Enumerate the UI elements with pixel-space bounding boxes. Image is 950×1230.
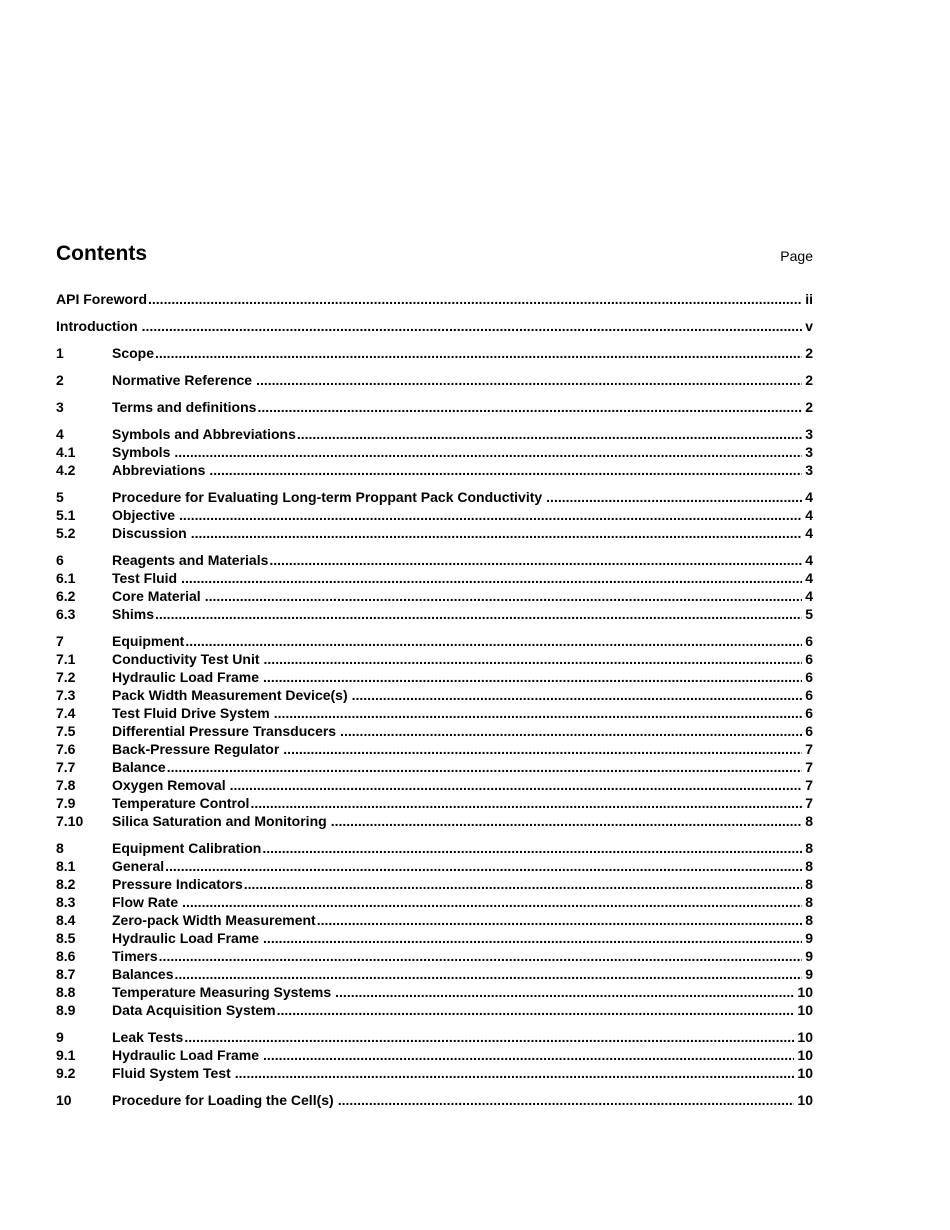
toc-number: 3 <box>56 399 64 415</box>
toc-entry[interactable] <box>56 794 813 812</box>
toc-title: Shims <box>112 606 155 622</box>
dot-leader <box>174 443 802 461</box>
toc-number: 8.2 <box>56 876 76 892</box>
toc-title: Objective <box>112 507 176 523</box>
toc-title: Introduction <box>56 318 138 334</box>
dot-leader <box>235 1064 795 1082</box>
toc-number: 6.3 <box>56 606 76 622</box>
toc-title: Scope <box>112 345 155 361</box>
toc-number: 6.2 <box>56 588 76 604</box>
toc-page: 10 <box>797 1029 813 1045</box>
toc-entry[interactable] <box>56 722 813 740</box>
toc-page: 10 <box>797 1047 813 1063</box>
toc-entry[interactable] <box>56 947 813 965</box>
toc-title: Procedure for Evaluating Long-term Proppant Pack Conductivity <box>112 489 543 505</box>
toc-title: Back-Pressure Regulator <box>112 741 280 757</box>
toc-number: 6 <box>56 552 64 568</box>
toc-page: 10 <box>797 1065 813 1081</box>
toc-entry[interactable] <box>56 1001 813 1019</box>
toc-title: Hydraulic Load Frame <box>112 669 260 685</box>
toc-page: 3 <box>805 444 813 460</box>
dot-leader <box>181 569 802 587</box>
dot-leader <box>148 290 802 308</box>
toc-entry[interactable] <box>56 929 813 947</box>
toc-entry[interactable] <box>56 317 813 335</box>
dot-leader <box>184 1028 794 1046</box>
toc-entry[interactable] <box>56 650 813 668</box>
toc-number: 7.8 <box>56 777 76 793</box>
dot-leader <box>155 605 802 623</box>
toc-page: 9 <box>805 966 813 982</box>
toc-page: 6 <box>805 651 813 667</box>
toc-entry[interactable] <box>56 812 813 830</box>
page-column-label: Page <box>780 248 813 264</box>
dot-leader <box>250 794 802 812</box>
toc-title: Timers <box>112 948 158 964</box>
dot-leader <box>179 506 802 524</box>
toc-number: 9.1 <box>56 1047 76 1063</box>
dot-leader <box>244 875 802 893</box>
toc-page: 8 <box>805 894 813 910</box>
toc-entry[interactable] <box>56 740 813 758</box>
dot-leader <box>165 857 802 875</box>
dot-leader <box>185 632 802 650</box>
toc-title: Fluid System Test <box>112 1065 231 1081</box>
toc-page: 9 <box>805 930 813 946</box>
toc-number: 9.2 <box>56 1065 76 1081</box>
dot-leader <box>277 1001 795 1019</box>
dot-leader <box>546 488 802 506</box>
toc-number: 7.10 <box>56 813 84 829</box>
dot-leader <box>340 722 802 740</box>
toc-number: 5.2 <box>56 525 76 541</box>
toc-entry[interactable] <box>56 371 813 389</box>
toc-number: 7.6 <box>56 741 76 757</box>
dot-leader <box>263 929 802 947</box>
dot-leader <box>335 983 794 1001</box>
toc-page: 10 <box>797 1092 813 1108</box>
toc-entry[interactable] <box>56 344 813 362</box>
toc-entry[interactable] <box>56 1091 813 1109</box>
toc-entry[interactable] <box>56 704 813 722</box>
toc-page: 4 <box>805 489 813 505</box>
toc-entry[interactable] <box>56 1064 813 1082</box>
toc-page: 7 <box>805 741 813 757</box>
dot-leader <box>338 1091 795 1109</box>
toc-number: 8.7 <box>56 966 76 982</box>
toc-number: 7 <box>56 633 64 649</box>
toc-number: 8.8 <box>56 984 76 1000</box>
toc-number: 8.5 <box>56 930 76 946</box>
toc-page: 2 <box>805 372 813 388</box>
dot-leader <box>263 1046 794 1064</box>
toc-page: 4 <box>805 525 813 541</box>
dot-leader <box>205 587 803 605</box>
toc-entry[interactable] <box>56 668 813 686</box>
toc-page: 6 <box>805 723 813 739</box>
toc-title: Hydraulic Load Frame <box>112 1047 260 1063</box>
toc-entry[interactable] <box>56 758 813 776</box>
toc-number: 2 <box>56 372 64 388</box>
toc-title: Temperature Measuring Systems <box>112 984 332 1000</box>
toc-number: 4.2 <box>56 462 76 478</box>
toc-number: 4 <box>56 426 64 442</box>
toc-entry[interactable] <box>56 776 813 794</box>
toc-title: Test Fluid Drive System <box>112 705 270 721</box>
toc-title: Abbreviations <box>112 462 206 478</box>
toc-page: 2 <box>805 399 813 415</box>
toc-page: 4 <box>805 570 813 586</box>
toc-entry[interactable] <box>56 524 813 542</box>
dot-leader <box>256 371 802 389</box>
toc-number: 7.3 <box>56 687 76 703</box>
toc-title: Oxygen Removal <box>112 777 226 793</box>
toc-title: Terms and definitions <box>112 399 257 415</box>
dot-leader <box>274 704 803 722</box>
toc-number: 8.9 <box>56 1002 76 1018</box>
dot-leader <box>174 965 802 983</box>
dot-leader <box>155 344 802 362</box>
toc-number: 7.1 <box>56 651 76 667</box>
toc-title: Symbols and Abbreviations <box>112 426 296 442</box>
toc-entry[interactable] <box>56 506 813 524</box>
toc-number: 7.2 <box>56 669 76 685</box>
toc-page: 4 <box>805 588 813 604</box>
toc-page: 10 <box>797 1002 813 1018</box>
toc-title: Zero-pack Width Measurement <box>112 912 316 928</box>
dot-leader <box>257 398 802 416</box>
page-title: Contents <box>56 242 147 265</box>
toc-page: 8 <box>805 858 813 874</box>
toc-title: Core Material <box>112 588 201 604</box>
toc-title: Flow Rate <box>112 894 179 910</box>
toc-entry[interactable] <box>56 1028 813 1046</box>
toc-title: Pressure Indicators <box>112 876 243 892</box>
toc-title: Test Fluid <box>112 570 178 586</box>
toc-entry[interactable] <box>56 398 813 416</box>
toc-page: 6 <box>805 687 813 703</box>
toc-entry[interactable] <box>56 569 813 587</box>
toc-title: Temperature Control <box>112 795 250 811</box>
toc-number: 5.1 <box>56 507 76 523</box>
toc-number: 5 <box>56 489 64 505</box>
toc-number: 10 <box>56 1092 72 1108</box>
toc-number: 1 <box>56 345 64 361</box>
dot-leader <box>352 686 803 704</box>
toc-page: 2 <box>805 345 813 361</box>
toc-title: Differential Pressure Transducers <box>112 723 337 739</box>
toc-title: Pack Width Measurement Device(s) <box>112 687 348 703</box>
toc-page: 3 <box>805 426 813 442</box>
dot-leader <box>159 947 803 965</box>
toc-page: 8 <box>805 813 813 829</box>
toc-title: Leak Tests <box>112 1029 184 1045</box>
toc-title: Equipment Calibration <box>112 840 262 856</box>
toc-page: 10 <box>797 984 813 1000</box>
dot-leader <box>191 524 803 542</box>
toc-title: Procedure for Loading the Cell(s) <box>112 1092 334 1108</box>
toc-number: 8.4 <box>56 912 76 928</box>
toc-page: 9 <box>805 948 813 964</box>
dot-leader <box>263 668 802 686</box>
dot-leader <box>230 776 803 794</box>
toc-title: Discussion <box>112 525 187 541</box>
toc-title: Silica Saturation and Monitoring <box>112 813 327 829</box>
toc-number: 6.1 <box>56 570 76 586</box>
dot-leader <box>331 812 803 830</box>
toc-title: Balance <box>112 759 166 775</box>
dot-leader <box>182 893 802 911</box>
toc-entry[interactable] <box>56 1046 813 1064</box>
toc-title: General <box>112 858 165 874</box>
toc-page: 6 <box>805 669 813 685</box>
toc-entry[interactable] <box>56 686 813 704</box>
toc-title: API Foreword <box>56 291 148 307</box>
toc-title: Balances <box>112 966 174 982</box>
toc-entry[interactable] <box>56 551 813 569</box>
toc-page: 8 <box>805 840 813 856</box>
dot-leader <box>264 650 803 668</box>
toc-title: Symbols <box>112 444 171 460</box>
toc-title: Reagents and Materials <box>112 552 269 568</box>
toc-number: 8.6 <box>56 948 76 964</box>
toc-title: Conductivity Test Unit <box>112 651 260 667</box>
toc-entry[interactable] <box>56 839 813 857</box>
toc-page: ii <box>805 291 813 307</box>
toc-entry[interactable] <box>56 461 813 479</box>
toc-page: v <box>805 318 813 334</box>
toc-entry[interactable] <box>56 983 813 1001</box>
toc-number: 8 <box>56 840 64 856</box>
dot-leader <box>283 740 802 758</box>
table-of-contents <box>56 290 813 1109</box>
toc-page: 5 <box>805 606 813 622</box>
toc-page: 4 <box>805 552 813 568</box>
toc-entry[interactable] <box>56 875 813 893</box>
dot-leader <box>297 425 802 443</box>
toc-title: Equipment <box>112 633 185 649</box>
toc-entry[interactable] <box>56 443 813 461</box>
toc-entry[interactable] <box>56 488 813 506</box>
toc-page: 8 <box>805 912 813 928</box>
toc-page: 4 <box>805 507 813 523</box>
toc-number: 7.5 <box>56 723 76 739</box>
toc-entry[interactable] <box>56 587 813 605</box>
toc-entry[interactable] <box>56 425 813 443</box>
dot-leader <box>269 551 802 569</box>
toc-page: 6 <box>805 633 813 649</box>
contents-header <box>56 240 813 270</box>
toc-entry[interactable] <box>56 857 813 875</box>
toc-page: 8 <box>805 876 813 892</box>
toc-number: 7.4 <box>56 705 76 721</box>
toc-number: 8.1 <box>56 858 76 874</box>
toc-entry[interactable] <box>56 911 813 929</box>
dot-leader <box>167 758 803 776</box>
toc-page: 7 <box>805 777 813 793</box>
toc-number: 4.1 <box>56 444 76 460</box>
dot-leader <box>317 911 803 929</box>
toc-number: 7.9 <box>56 795 76 811</box>
toc-page: 6 <box>805 705 813 721</box>
toc-entry[interactable] <box>56 605 813 623</box>
dot-leader <box>142 317 803 335</box>
toc-number: 8.3 <box>56 894 76 910</box>
toc-entry[interactable] <box>56 290 813 308</box>
toc-number: 9 <box>56 1029 64 1045</box>
toc-entry[interactable] <box>56 965 813 983</box>
toc-entry[interactable] <box>56 632 813 650</box>
toc-title: Normative Reference <box>112 372 253 388</box>
toc-number: 7.7 <box>56 759 76 775</box>
dot-leader <box>262 839 802 857</box>
dot-leader <box>209 461 802 479</box>
toc-title: Hydraulic Load Frame <box>112 930 260 946</box>
toc-title: Data Acquisition System <box>112 1002 276 1018</box>
toc-page: 7 <box>805 795 813 811</box>
toc-page: 3 <box>805 462 813 478</box>
toc-entry[interactable] <box>56 893 813 911</box>
toc-page: 7 <box>805 759 813 775</box>
